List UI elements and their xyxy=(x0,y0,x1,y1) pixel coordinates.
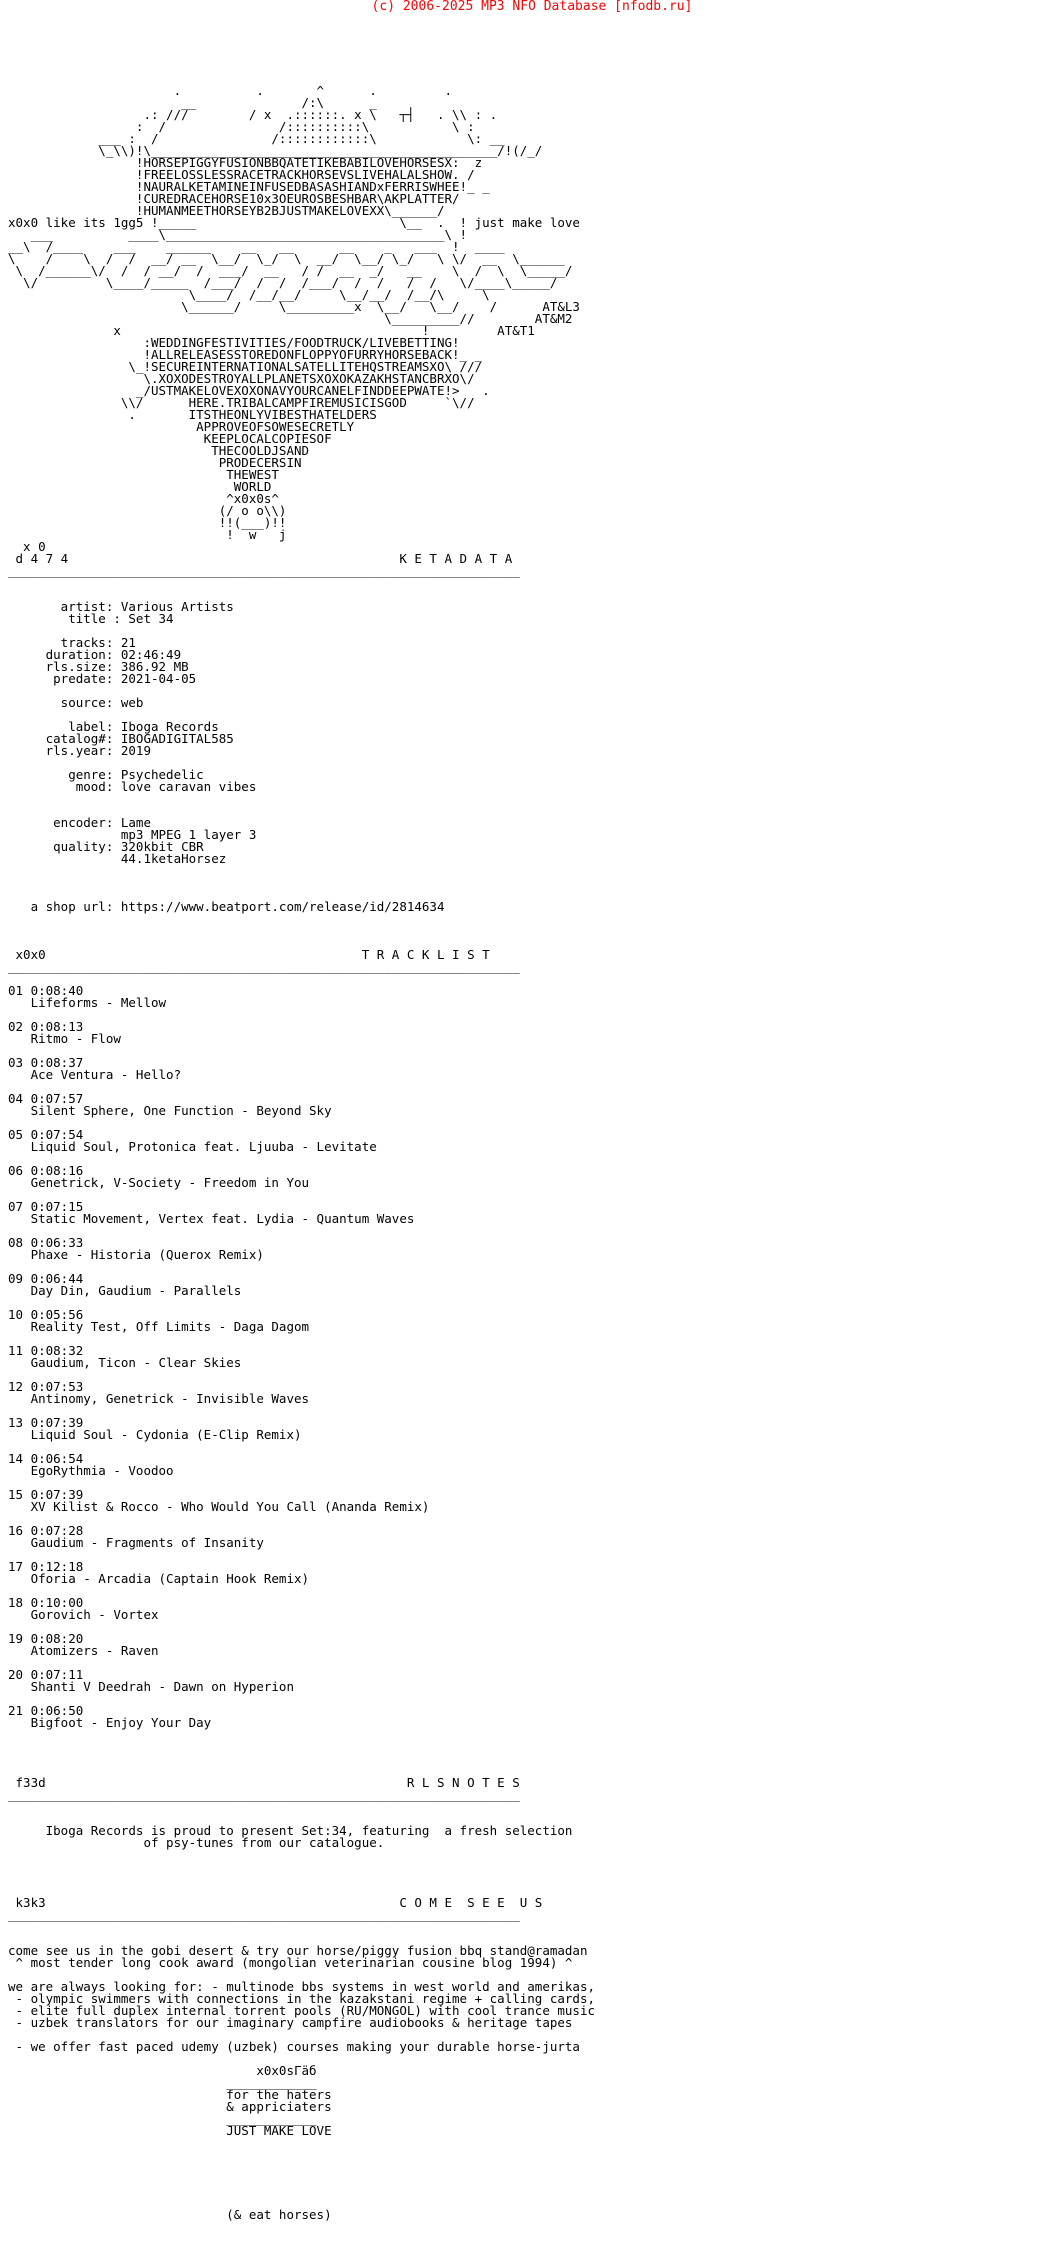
nfo-line: ____________________________________________________________________ xyxy=(8,959,520,974)
nfo-line: !FREELOSSLESSRACETRACKHORSEVSLIVEHALALSHOW. / xyxy=(8,167,475,182)
nfo-line: EgoRythmia - Voodoo xyxy=(8,1463,174,1478)
nfo-line: 44.1ketaHorsez xyxy=(8,851,227,866)
nfo-line: 12 0:07:53 xyxy=(8,1379,84,1394)
nfo-line: 03 0:08:37 xyxy=(8,1055,84,1070)
nfo-line: Static Movement, Vertex feat. Lydia - Quantum Waves xyxy=(8,1211,415,1226)
nfo-line: ^ most tender long cook award (mongolian veterinarian cousine blog 1994) ^ xyxy=(8,1955,573,1970)
nfo-line: title : Set 34 xyxy=(8,611,174,626)
nfo-line: 11 0:08:32 xyxy=(8,1343,84,1358)
nfo-line: ____________________________________________________________________ xyxy=(8,563,520,578)
nfo-line: THEWEST xyxy=(8,467,279,482)
nfo-line: label: Iboga Records xyxy=(8,719,219,734)
nfo-line: . ITSTHEONLYVIBESTHATELDERS xyxy=(8,407,377,422)
nfo-line: come see us in the gobi desert & try our horse/piggy fusion bbq stand@ramadan xyxy=(8,1943,588,1958)
nfo-line: 06 0:08:16 xyxy=(8,1163,84,1178)
nfo-line: duration: 02:46:49 xyxy=(8,647,182,662)
nfo-line: - we offer fast paced udemy (uzbek) courses making your durable horse-jurta xyxy=(8,2039,580,2054)
nfo-line: !ALLRELEASESSTOREDONFLOPPYOFURRYHORSEBACK!_ _ xyxy=(8,347,483,362)
nfo-line: artist: Various Artists xyxy=(8,599,234,614)
nfo-line: \\/ HERE.TRIBALCAMPFIREMUSICISGOD `\// xyxy=(8,395,475,410)
nfo-line: !!(___)!! xyxy=(8,515,287,530)
nfo-line: \/ \____/_____ /___/ / / /___/ / / / / \/____\_____/ xyxy=(8,275,558,290)
nfo-text xyxy=(8,13,595,2221)
nfo-line: \ /______\/ / / __/ / ___/ __ / / __ _/ __ \ / \ \_____/ xyxy=(8,263,573,278)
nfo-line: Phaxe - Historia (Querox Remix) xyxy=(8,1247,264,1262)
nfo-line: x0x0 T R A C K L I S T xyxy=(8,947,490,962)
nfo-line: for the haters xyxy=(8,2087,332,2102)
nfo-line: !HORSEPIGGYFUSIONBBQATETIKEBABILOVEHORSESX: z xyxy=(8,155,483,170)
nfo-line: \_\\)!\______________________________________________/!(/_/ xyxy=(8,143,543,158)
nfo-line: Reality Test, Off Limits - Daga Dagom xyxy=(8,1319,310,1334)
nfo-line: 09 0:06:44 xyxy=(8,1271,84,1286)
nfo-line: k3k3 C O M E S E E U S xyxy=(8,1895,543,1910)
nfo-line: ____________________________________________________________________ xyxy=(8,1907,520,1922)
nfo-line: Day Din, Gaudium - Parallels xyxy=(8,1283,242,1298)
nfo-line: 01 0:08:40 xyxy=(8,983,84,998)
nfo-line: Gaudium - Fragments of Insanity xyxy=(8,1535,264,1550)
nfo-line: Lifeforms - Mellow xyxy=(8,995,167,1010)
nfo-line: 13 0:07:39 xyxy=(8,1415,84,1430)
nfo-line: :WEDDINGFESTIVITIES/FOODTRUCK/LIVEBETTING! xyxy=(8,335,460,350)
nfo-line: 19 0:08:20 xyxy=(8,1631,84,1646)
nfo-line: ! w j xyxy=(8,527,287,542)
nfo-line: Iboga Records is proud to present Set:34, featuring a fresh selection xyxy=(8,1823,573,1838)
nfo-line: 08 0:06:33 xyxy=(8,1235,84,1250)
nfo-line: \.XOXODESTROYALLPLANETSXOXOKAZAKHSTANCBRXO\/ xyxy=(8,371,475,386)
nfo-line: Oforia - Arcadia (Captain Hook Remix) xyxy=(8,1571,310,1586)
nfo-line: ___ ____\_____________________________________\ ! xyxy=(8,227,468,242)
nfo-line: 05 0:07:54 xyxy=(8,1127,84,1142)
nfo-line: of psy-tunes from our catalogue. xyxy=(8,1835,385,1850)
nfo-line: 15 0:07:39 xyxy=(8,1487,84,1502)
nfo-line: Silent Sphere, One Function - Beyond Sky xyxy=(8,1103,332,1118)
nfo-line: 04 0:07:57 xyxy=(8,1091,84,1106)
nfo-line: PRODECERSIN xyxy=(8,455,302,470)
nfo-line: !HUMANMEETHORSEYB2BJUSTMAKELOVEXX\______/ xyxy=(8,203,445,218)
nfo-line: ____________________________________________________________________ xyxy=(8,1787,520,1802)
nfo-line: __\ /____ ___ ______ __ __ __ _ ___ ! ____ xyxy=(8,239,505,254)
nfo-line: ^x0x0s^ xyxy=(8,491,279,506)
nfo-line: mp3 MPEG 1 layer 3 xyxy=(8,827,257,842)
nfo-line: 02 0:08:13 xyxy=(8,1019,84,1034)
nfo-line: Gaudium, Ticon - Clear Skies xyxy=(8,1355,242,1370)
copyright-link[interactable]: (c) 2006-2025 MP3 NFO Database [nfodb.ru] xyxy=(371,0,693,14)
nfo-line: Gorovich - Vortex xyxy=(8,1607,159,1622)
nfo-line: encoder: Lame xyxy=(8,815,151,830)
nfo-line: Liquid Soul - Cydonia (E-Clip Remix) xyxy=(8,1427,302,1442)
nfo-line: 18 0:10:00 xyxy=(8,1595,84,1610)
nfo-line: \_________// AT&M2 xyxy=(8,311,573,326)
nfo-line: a shop url: https://www.beatport.com/release/id/2814634 xyxy=(8,899,445,914)
nfo-line: 17 0:12:18 xyxy=(8,1559,84,1574)
nfo-line: x0x0 like its 1gg5 !_____ \__ . ! just make love xyxy=(8,215,580,230)
nfo-line: we are always looking for: - multinode bbs systems in west world and amerikas, xyxy=(8,1979,595,1994)
nfo-line: - uzbek translators for our imaginary campfire audiobooks & heritage tapes xyxy=(8,2015,573,2030)
nfo-line: ___ : / /::::::::::::\ \: __ xyxy=(8,131,505,146)
nfo-line: .: /// / x .::::::. x \ ┬┤ . \\ : . xyxy=(8,107,498,122)
nfo-line: 10 0:05:56 xyxy=(8,1307,84,1322)
nfo-line: JUST MAKE LOVE xyxy=(8,2123,332,2138)
nfo-line: catalog#: IBOGADIGITAL585 xyxy=(8,731,234,746)
nfo-line: & appriciaters xyxy=(8,2099,332,2114)
nfo-line: XV Kilist & Rocco - Who Would You Call (Ananda Remix) xyxy=(8,1499,430,1514)
nfo-line: - olympic swimmers with connections in the kazakstani regime + calling cards, xyxy=(8,1991,595,2006)
nfo-line: . . ^ . . xyxy=(8,83,453,98)
nfo-line: x 0 xyxy=(8,539,46,554)
nfo-line: 20 0:07:11 xyxy=(8,1667,84,1682)
nfo-line: _/USTMAKELOVEXOXONAVYOURCANELFINDDEEPWATE!> . xyxy=(8,383,490,398)
nfo-line: d 4 7 4 K E T A D A T A xyxy=(8,551,513,566)
nfo-line: (/ o o\\) xyxy=(8,503,287,518)
nfo-line: \_!SECUREINTERNATIONALSATELLITEHQSTREAMSXO\ /// xyxy=(8,359,483,374)
nfo-line: \____/ /__/__/ \__/__/ /__/\ \ xyxy=(8,287,490,302)
nfo-line: rls.year: 2019 xyxy=(8,743,151,758)
nfo-line: rls.size: 386.92 MB xyxy=(8,659,189,674)
nfo-line: !NAURALKETAMINEINFUSEDBASASHIANDxFERRISWHEE!_ _ xyxy=(8,179,490,194)
nfo-line: \ / \ / / __/ __ \__/ \_/ \ __/ \__/ \_/ \ \/ __ \______ xyxy=(8,251,565,266)
nfo-line: predate: 2021-04-05 xyxy=(8,671,197,686)
nfo-line: tracks: 21 xyxy=(8,635,136,650)
nfo-line: Atomizers - Raven xyxy=(8,1643,159,1658)
nfo-line: __ /:\ _ xyxy=(8,95,377,110)
nfo-line: x0x0sГäб xyxy=(8,2063,317,2078)
nfo-line: \______/ \_________x \__/ \__/ / AT&L3 xyxy=(8,299,580,314)
nfo-line: !CUREDRACEHORSE10x3OEUROSBESHBAR\AKPLATTER/ xyxy=(8,191,460,206)
nfo-line: 07 0:07:15 xyxy=(8,1199,84,1214)
nfo-line: ____________ xyxy=(8,2111,317,2126)
nfo-line: Genetrick, V-Society - Freedom in You xyxy=(8,1175,310,1190)
nfo-line: quality: 320kbit CBR xyxy=(8,839,204,854)
nfo-line: APPROVEOFSOWESECRETLY xyxy=(8,419,355,434)
nfo-line: 16 0:07:28 xyxy=(8,1523,84,1538)
nfo-line: source: web xyxy=(8,695,144,710)
nfo-line: - elite full duplex internal torrent pools (RU/MONGOL) with cool trance music xyxy=(8,2003,595,2018)
nfo-line: Ace Ventura - Hello? xyxy=(8,1067,182,1082)
nfo-line: Antinomy, Genetrick - Invisible Waves xyxy=(8,1391,310,1406)
nfo-line: KEEPLOCALCOPIESOF xyxy=(8,431,332,446)
nfo-line: mood: love caravan vibes xyxy=(8,779,257,794)
nfo-line: : / /::::::::::\ \ : xyxy=(8,119,475,134)
nfo-line: 21 0:06:50 xyxy=(8,1703,84,1718)
nfo-line: 14 0:06:54 xyxy=(8,1451,84,1466)
nfo-line: x ! AT&T1 xyxy=(8,323,535,338)
nfo-line: Bigfoot - Enjoy Your Day xyxy=(8,1715,212,1730)
nfo-line: WORLD xyxy=(8,479,272,494)
nfo-line: f33d R L S N O T E S xyxy=(8,1775,520,1790)
nfo-line: genre: Psychedelic xyxy=(8,767,204,782)
nfo-line: ____________ xyxy=(8,2075,317,2090)
nfo-line: THECOOLDJSAND xyxy=(8,443,310,458)
nfo-line: Shanti V Deedrah - Dawn on Hyperion xyxy=(8,1679,294,1694)
nfo-line: Liquid Soul, Protonica feat. Ljuuba - Levitate xyxy=(8,1139,377,1154)
nfo-line: Ritmo - Flow xyxy=(8,1031,121,1046)
nfo-line: (& eat horses) xyxy=(8,2207,332,2222)
